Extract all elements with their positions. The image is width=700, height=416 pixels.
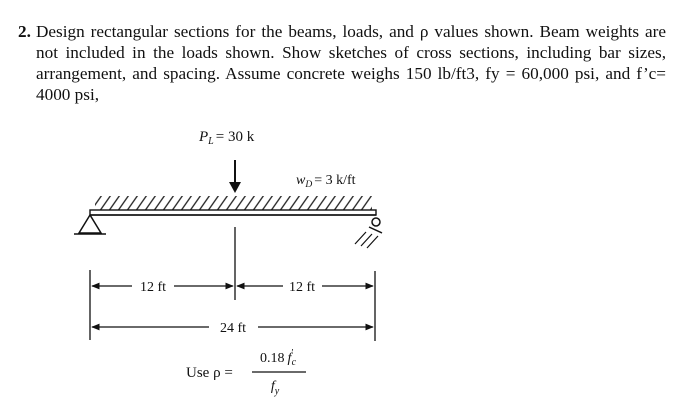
dim-total-label: 24 ft (219, 321, 247, 336)
point-load-arrow (229, 160, 241, 193)
use-rho-label: Use ρ = (186, 365, 233, 381)
dim-right-label: 12 ft (288, 280, 316, 295)
roller-support (355, 218, 382, 248)
pin-support (74, 215, 106, 234)
rho-denominator: $f_y$ (270, 379, 280, 397)
rho-numerator: 0.18 f′ c (259, 348, 297, 368)
problem-number: 2. (18, 22, 31, 41)
distributed-load (95, 196, 372, 210)
point-load-label: $P_L = 30$ k (199, 129, 255, 147)
problem-text: Design rectangular sections for the beams, loads, and ρ values shown. Beam weights are not included in the loads shown. Show sketches of cross sections, including bar sizes, arrangement, and spacing. Assume concrete weighs 150 lb/ft3, fy = 60,000 psi, and f’c= 4000 psi, (36, 22, 666, 104)
dim-left-label: 12 ft (139, 280, 167, 295)
beam (90, 210, 376, 215)
distributed-load-label: $w_D = 3$ k/ft (296, 173, 356, 190)
